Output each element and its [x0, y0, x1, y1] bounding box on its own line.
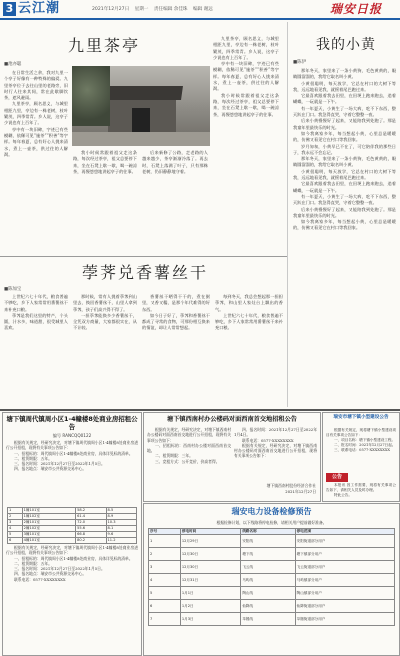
table-row — [149, 561, 395, 574]
table-cell: 莘塍线 — [241, 613, 295, 626]
responsible-editor: 责任编辑 余佳珠 — [153, 7, 188, 12]
table-cell: 1幢101室 — [22, 508, 75, 514]
ad-code: 编号 RANCQQ0122 — [52, 433, 92, 438]
table-cell: 莘塍街道部分用户 — [295, 613, 394, 626]
table-cell: 飞云街道部分用户 — [295, 561, 394, 574]
table-cell: 2 — [8, 514, 23, 520]
ad-body-left: 根据有关规定，经研究决定，对塘下镇西南村办公楼码对面西南首交地进行公开招租，现将有关事项公告如下： 一、招租标的：西南村办公楼对面西南首交地。 二、租赁期限：三年。 三、竞租方式：公开竞价，价高者得。 — [147, 427, 231, 464]
article-title: 我的小黄 — [316, 37, 376, 53]
ad-body-upper: 根据有关规定，经研究决定，对塘下镇周代镇周小区1-4幢楼8处商业房进行公开招租，现将有关事项公告如下： 一、招租标的：周代镇周小区1-4幢楼8处商业房，具体详见标的清单。 二、租赁期限：五年。 三、报名时间：2021年12月27日至2022年1月5日。 四、报名地点：瑞安市公共资源交易中心。 — [6, 440, 138, 472]
page-designer: 编辑 谢远 — [193, 7, 213, 12]
table-cell: 8.9 — [106, 514, 136, 520]
ad-body-right: 四、报名时间：2021年12月27日至2022年1月4日。 联系电话：0577-XXXXXXXX 根据有关规定，经研究决定，对塘下镇西南村办公楼码对面西南首交地进行公开招租，现将有关事项公告如下： — [234, 427, 317, 459]
article-body-col3: 后来新修了公路，走老路的人越来越少，茶亭渐渐冷落了。再去时，石凳上落满了叶子，只有那株老树，仍旧静静地守着。 — [142, 150, 208, 174]
table-cell: 安阳线 — [241, 535, 295, 548]
table-cell: 塘下线 — [241, 548, 295, 561]
article-water-chestnut — [0, 257, 287, 409]
table-cell: 3 — [149, 561, 181, 574]
table-header-cell: 线路名称 — [241, 529, 295, 535]
table-cell: 7 — [149, 613, 181, 626]
article-body-col4: 九里茶亭，顾名思义，与城里相距九里，亭边有一株老树，枝叶繁茂，四季常青。乡人说，这亭子少说也有上百年了。 亭中有一块旧碑，字迹已有些模糊，依稀可见“施茶”“积善”等字样。每年春夏，总有好心人挑来清水，煮上一壶茶，供过往的人解渴。 我小时候常跟着祖父走这条路，每次经过茶亭，祖父总要停下来，坐在石凳上歇一歇，喝一碗凉茶，再慢悠悠地讲起亭子的往事。 — [213, 36, 279, 117]
notice-label: 公告 — [326, 473, 348, 482]
table-cell: 1 — [149, 535, 181, 548]
ad-title: 塘下镇西南村办公楼码对面西南首交地招租公告 — [167, 416, 297, 423]
table-header-cell: 序号 — [149, 529, 181, 535]
table-cell: 仙降线 — [241, 600, 295, 613]
table-cell: 6 — [8, 538, 23, 544]
table-row — [8, 538, 137, 544]
ad-signature: 塘下镇西南村股份经济合作社 — [266, 483, 316, 488]
ad-title: 瑞安电力设备检修预告 — [231, 507, 312, 516]
table-cell: 1幢102室 — [22, 514, 75, 520]
teahouse-photo — [72, 66, 210, 146]
issue-weekday: 星期一 — [134, 7, 149, 12]
table-cell: 4 — [149, 574, 181, 587]
ad-intro: 根据检修计划，以下线路将停电检修，请相关用户提前做好准备。 — [216, 520, 327, 525]
newspaper-logo: 瑞安日报 — [330, 2, 383, 16]
table-cell: 1月2日 — [180, 600, 240, 613]
ad-body: 根据有关规定，现将塘下镇小型建设项目有关事项公告如下： 一、项目名称：塘下镇小型建设工程。 二、报名时间：2021年12月27日起。 三、联系电话：0577-XXXXXXXX — [326, 428, 396, 452]
article-body-col1: 在日常生活之余，我对九里一个亭子好像有一种特殊的偏爱。九里茶亭位于去往山里的老路旁，旧时行人往来其间，常在此歇脚饮茶，遮风避雨。 九里茶亭，顾名思义，与城里相距九里，亭边有一株老树，枝叶繁茂，四季常青。乡人说，这亭子少说也有上百年了。 亭中有一块旧碑，字迹已有些模糊，依稀可见“施茶”“积善”等字样。每年春夏，总有好心人挑来清水，煮上一壶茶，供过往的人解渴。 — [4, 70, 68, 157]
ad-title: 瑞安市塘下镇小型建设公告 — [333, 415, 389, 420]
table-cell: 1月3日 — [180, 613, 240, 626]
article-byline: ■池亦聪 — [4, 62, 22, 67]
notice-body: 本报讯 因工作需要，现将有关事项公告如下，请相关人员及时办理。 特此公告。 — [326, 483, 396, 497]
table-cell: 3 — [8, 520, 23, 526]
issue-date: 2021年12月27日 — [92, 7, 130, 12]
article-body-col2: 我小时候常跟着祖父走这条路，每次经过茶亭，祖父总要停下来，坐在石凳上歇一歇，喝一碗凉茶，再慢悠悠地讲起亭子的往事。 — [73, 150, 137, 174]
table-cell: 8.5 — [106, 508, 136, 514]
article-my-little-yellow — [291, 20, 398, 410]
table-cell: 11.2 — [106, 538, 136, 544]
table-cell: 80.2 — [76, 538, 106, 544]
table-row — [149, 613, 395, 626]
article-jiuli-teahouse — [0, 20, 284, 255]
table-cell: 安阳街道部分用户 — [295, 535, 394, 548]
table-cell: 12月30日 — [180, 548, 240, 561]
table-cell: 仙降街道部分用户 — [295, 600, 394, 613]
ad-table — [7, 507, 137, 544]
article-body-col3: 香薯丝干晒得干干的，煮在粥里，又香又糯，是那个年代难得的好东西。 如今日子好了，荸荠和香薯丝干都成了寻常的食物，可那份相互换来的情谊，却让人常常想起。 — [142, 294, 210, 331]
table-cell: 5 — [149, 587, 181, 600]
table-cell: 12月30日 — [180, 561, 240, 574]
table-row — [149, 548, 395, 561]
table-header-cell: 停电范围 — [295, 529, 394, 535]
page-header — [0, 0, 400, 18]
table-cell: 2幢102室 — [22, 526, 75, 532]
table-cell: 5 — [8, 532, 23, 538]
table-row — [149, 574, 395, 587]
article-byline: ■陈加宝 — [4, 287, 22, 292]
table-row — [149, 587, 395, 600]
table-cell: 12月31日 — [180, 574, 240, 587]
table-cell: 陶山线 — [241, 587, 295, 600]
table-cell: 72.0 — [76, 520, 106, 526]
header-meta — [92, 7, 213, 13]
ad-side-notice — [322, 412, 400, 502]
teahouse-doorway — [132, 108, 150, 134]
table-row — [149, 535, 395, 548]
table-cell: 3幢101室 — [22, 532, 75, 538]
table-cell: 8.1 — [106, 526, 136, 532]
page-number-badge: 3 — [3, 2, 16, 16]
table-cell: 9.6 — [106, 532, 136, 538]
table-cell: 55.6 — [76, 526, 106, 532]
table-cell: 陶山镇部分用户 — [295, 587, 394, 600]
table-cell: 58.2 — [76, 508, 106, 514]
ad-rental-notice-1 — [2, 412, 142, 656]
table-cell: 61.4 — [76, 514, 106, 520]
table-row — [149, 600, 395, 613]
article-body-col1: 上世纪六七十年代，粮食普遍不够吃，乡下人家常常用番薯丝干来补充口粮。 荸荠是我们这里的特产，个头圆，汁水多，味道甜，很受城里人喜欢。 — [4, 294, 68, 331]
path-ground — [72, 132, 210, 146]
table-cell: 飞云线 — [241, 561, 295, 574]
table-cell: 10.3 — [106, 520, 136, 526]
article-body-col2: 那时候，常有人挑着荸荠到山里去，换回香薯丝干，山里人拿到荸荠，孩子们高兴得不得了。 一担荸荠能换多少香薯丝干，全凭双方商量，大家都很实在，从不计较。 — [73, 294, 137, 331]
article-title: 九里茶亭 — [67, 36, 140, 55]
table-cell: 1月1日 — [180, 587, 240, 600]
table-cell: 1 — [8, 508, 23, 514]
article-title: 荸荠兑香薯丝干 — [81, 263, 208, 282]
maintenance-table — [148, 528, 395, 626]
article-body: 那年冬天，家里来了一条小黄狗，毛色黄黄的，眼睛圆溜溜的，我给它取名叫小黄。 小黄很聪明，每天放学，它总在村口的大树下等我，远远地看见我，就摇着尾巴跑过来。 它最喜欢跟着我去田里，在田埂上跑来跑去，追着蝴蝶，一玩就是一下午。 有一年夏天，小黄生了一场大病，吃不下东西，整天趴在门口。我急得直哭，守着它整整一夜。 后来小黄慢慢好了起来，又能陪我到处跑了。那是我童年里最快乐的时光。 如今我离家多年，每当想起小黄，心里总是暖暖的，仿佛又看见它在村口等我回家。 岁月匆匆，小黄早已不在了，可它陪伴我的那些日子，我永远不会忘记。 那年冬天，家里来了一条小黄狗，毛色黄黄的，眼睛圆溜溜的，我给它取名叫小黄。 小黄很聪明，每天放学，它总在村口的大树下等我，远远地看见我，就摇着尾巴跑过来。 它最喜欢跟着我去田里，在田埂上跑来跑去，追着蝴蝶，一玩就是一下午。 有一年夏天，小黄生了一场大病，吃不下东西，整天趴在门口。我急得直哭，守着它整整一夜。 后来小黄慢慢好了起来，又能陪我到处跑了。那是我童年里最快乐的时光。 如今我离家多年，每当想起小黄，心里总是暖暖的，仿佛又看见它在村口等我回家。 — [293, 68, 396, 231]
section-name: 云江潮 — [18, 1, 61, 16]
ad-rental-notice-2 — [143, 412, 321, 502]
table-cell: 2 — [149, 548, 181, 561]
table-cell: 66.8 — [76, 532, 106, 538]
table-cell: 6 — [149, 600, 181, 613]
table-cell: 4 — [8, 526, 23, 532]
ad-body-lower: 根据有关规定，经研究决定，对塘下镇周代镇周小区1-4幢楼8处商业房进行公开招租，现将有关事项公告如下： 一、招租标的：周代镇周小区1-4幢楼8处商业房，具体详见标的清单。 二、租赁期限：五年。 三、报名时间：2021年12月27日至2022年1月5日。 四、报名地点：瑞安市公共资源交易中心。 联系电话：0577-XXXXXXXX — [6, 545, 138, 582]
article-body-col4: 每到冬天，我总会想起那一担担荸荠，和山里人家灶台上飘出的香气。 上世纪六七十年代，粮食普遍不够吃，乡下人家常常用番薯丝干来补充口粮。 — [215, 294, 283, 331]
ad-sign-date: 2021年12月27日 — [285, 489, 316, 494]
table-cell: 12月29日 — [180, 535, 240, 548]
ad-power-maintenance — [143, 503, 400, 656]
ad-title: 塘下镇周代镇周小区1-4幢楼8处商业房招租公告 — [6, 415, 138, 431]
table-cell: 4幢101室 — [22, 538, 75, 544]
teahouse-roof — [101, 86, 183, 100]
article-byline: ■陈伊 — [293, 60, 306, 65]
table-cell: 2幢101室 — [22, 520, 75, 526]
table-cell: 马屿线 — [241, 574, 295, 587]
tree-foliage — [72, 66, 110, 126]
table-cell: 马屿镇部分用户 — [295, 574, 394, 587]
table-header-cell: 停电时间 — [180, 529, 240, 535]
table-cell: 塘下镇部分用户 — [295, 548, 394, 561]
